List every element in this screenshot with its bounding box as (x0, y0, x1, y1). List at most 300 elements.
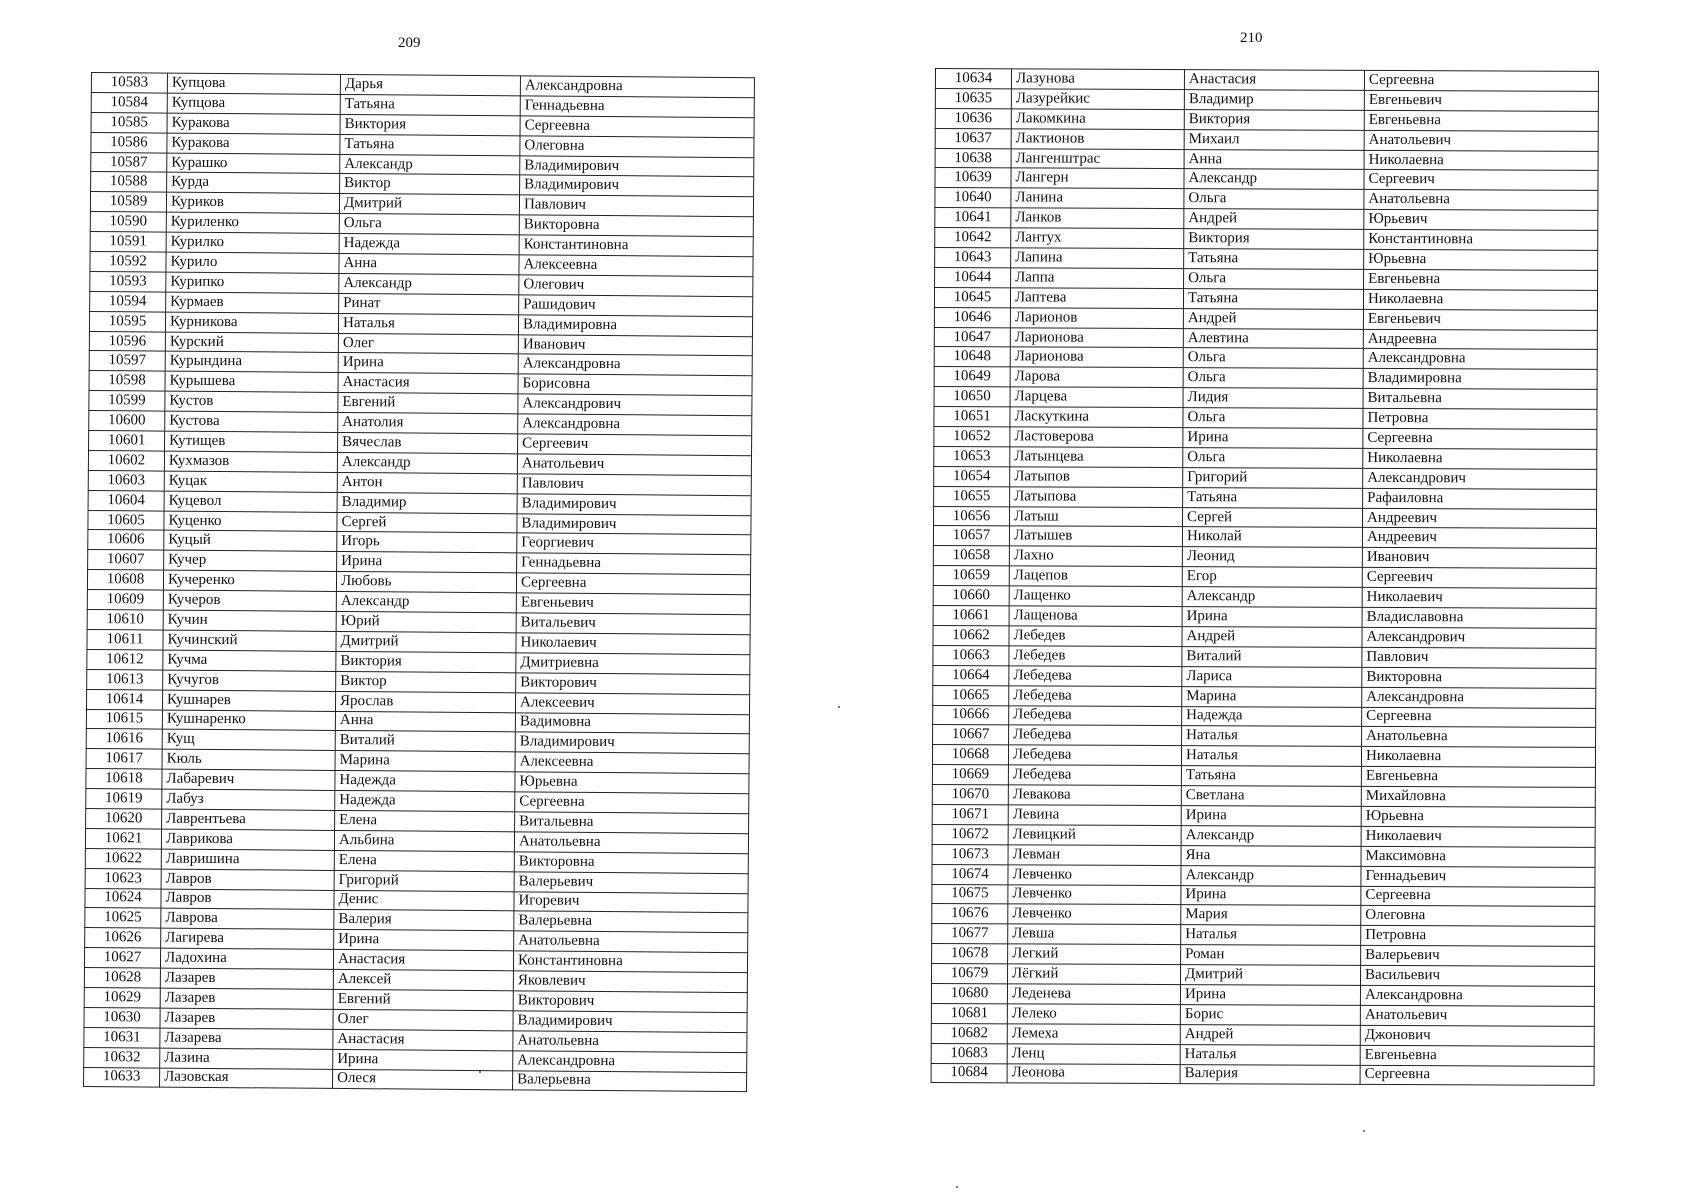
first-name-cell: Александр (1184, 169, 1364, 190)
surname-cell: Кушнаренко (162, 710, 335, 731)
surname-cell: Легкий (1008, 944, 1181, 965)
patronymic-cell: Олеговна (1361, 906, 1595, 927)
first-name-cell: Надежда (339, 234, 519, 255)
patronymic-cell: Викторовна (519, 215, 753, 237)
first-name-cell: Марина (335, 751, 515, 772)
surname-cell: Лебедева (1008, 765, 1181, 786)
patronymic-cell: Андреевич (1362, 508, 1596, 529)
patronymic-cell: Сергеевич (1362, 568, 1596, 589)
first-name-cell: Надежда (335, 790, 515, 811)
scan-speck (479, 1071, 481, 1073)
patronymic-cell: Юрьевна (515, 772, 749, 794)
first-name-cell: Ольга (1184, 189, 1364, 210)
patronymic-cell: Олеговна (520, 136, 754, 158)
first-name-cell: Алексей (333, 970, 513, 991)
record-number-cell: 10606 (88, 530, 164, 550)
patronymic-cell: Владимирович (513, 1011, 747, 1033)
surname-cell: Лагирева (161, 928, 334, 949)
name-table-right (931, 68, 1599, 1086)
surname-cell: Латыпов (1010, 467, 1183, 488)
record-number-cell: 10617 (86, 749, 162, 769)
first-name-cell: Наталья (1181, 925, 1361, 946)
surname-cell: Лакомкина (1011, 109, 1184, 130)
first-name-cell: Ирина (1181, 885, 1361, 906)
first-name-cell: Ольга (1183, 448, 1363, 469)
patronymic-cell: Николаевна (1363, 289, 1597, 310)
surname-cell: Лебедева (1009, 666, 1182, 687)
patronymic-cell: Павлович (1362, 647, 1596, 668)
first-name-cell: Виктория (1184, 229, 1364, 250)
patronymic-cell: Юрьевна (1361, 806, 1595, 827)
surname-cell: Кустов (165, 391, 338, 412)
surname-cell: Ларцева (1010, 387, 1183, 408)
surname-cell: Левакова (1008, 785, 1181, 806)
patronymic-cell: Сергеевна (1360, 1065, 1594, 1086)
first-name-cell: Наталья (1181, 746, 1361, 767)
first-name-cell: Владимир (1184, 89, 1364, 110)
first-name-cell: Яна (1181, 845, 1361, 866)
patronymic-cell: Евгеньевич (1364, 90, 1598, 111)
patronymic-cell: Валерьевич (514, 871, 748, 893)
surname-cell: Латынцева (1010, 447, 1183, 468)
patronymic-cell: Геннадьевна (520, 96, 754, 118)
record-number-cell: 10587 (91, 152, 167, 172)
surname-cell: Курский (165, 332, 338, 353)
first-name-cell: Анна (339, 253, 519, 274)
surname-cell: Левицкий (1008, 825, 1181, 846)
surname-cell: Лавров (161, 889, 334, 910)
first-name-cell: Валерия (334, 910, 514, 931)
surname-cell: Лаппа (1011, 268, 1184, 289)
record-number-cell: 10678 (932, 944, 1008, 964)
first-name-cell: Николай (1182, 527, 1362, 548)
patronymic-cell: Евгеньевна (1360, 1045, 1594, 1066)
record-number-cell: 10651 (934, 407, 1010, 427)
surname-cell: Ланина (1011, 188, 1184, 209)
patronymic-cell: Павлович (519, 195, 753, 217)
first-name-cell: Виктор (336, 671, 516, 692)
record-number-cell: 10597 (89, 351, 165, 371)
surname-cell: Курникова (165, 312, 338, 333)
first-name-cell: Светлана (1181, 786, 1361, 807)
surname-cell: Кустова (165, 411, 338, 432)
first-name-cell: Андрей (1182, 627, 1362, 648)
surname-cell: Лаврентьева (162, 809, 335, 830)
surname-cell: Лактионов (1011, 129, 1184, 150)
patronymic-cell: Владимирович (520, 155, 754, 177)
first-name-cell: Александр (337, 452, 517, 473)
first-name-cell: Татьяна (340, 94, 520, 115)
patronymic-cell: Максимовна (1361, 846, 1595, 867)
surname-cell: Курашко (167, 153, 340, 174)
first-name-cell: Дмитрий (1181, 965, 1361, 986)
first-name-cell: Татьяна (1181, 766, 1361, 787)
patronymic-cell: Анатольевич (517, 454, 751, 476)
patronymic-cell: Михайловна (1361, 786, 1595, 807)
record-number-cell: 10604 (88, 490, 164, 510)
first-name-cell: Роман (1181, 945, 1361, 966)
surname-cell: Кучеренко (163, 570, 336, 591)
first-name-cell: Андрей (1183, 308, 1363, 329)
first-name-cell: Денис (334, 890, 514, 911)
record-number-cell: 10592 (90, 252, 166, 272)
surname-cell: Лебедева (1009, 685, 1182, 706)
surname-cell: Ларионова (1010, 347, 1183, 368)
patronymic-cell: Алексеевич (515, 692, 749, 714)
first-name-cell: Егор (1182, 567, 1362, 588)
first-name-cell: Виктория (336, 651, 516, 672)
first-name-cell: Надежда (1182, 706, 1362, 727)
record-number-cell: 10684 (931, 1063, 1007, 1083)
record-number-cell: 10613 (87, 669, 163, 689)
first-name-cell: Анастасия (338, 373, 518, 394)
surname-cell: Кутищев (165, 431, 338, 452)
surname-cell: Лебедева (1009, 705, 1182, 726)
patronymic-cell: Александровна (513, 1050, 747, 1072)
record-number-cell: 10625 (85, 908, 161, 928)
surname-cell: Кушнарев (162, 690, 335, 711)
first-name-cell: Ольга (1183, 368, 1363, 389)
surname-cell: Лебедева (1009, 725, 1182, 746)
record-number-cell: 10634 (935, 69, 1011, 89)
first-name-cell: Мария (1181, 905, 1361, 926)
surname-cell: Лавров (161, 869, 334, 890)
surname-cell: Левша (1008, 924, 1181, 945)
patronymic-cell: Евгеньевна (1364, 269, 1598, 290)
record-number-cell: 10653 (934, 446, 1010, 466)
first-name-cell: Ирина (334, 930, 514, 951)
first-name-cell: Татьяна (1184, 249, 1364, 270)
patronymic-cell: Сергеевна (520, 116, 754, 138)
record-number-cell: 10600 (89, 411, 165, 431)
record-number-cell: 10681 (931, 1003, 1007, 1023)
first-name-cell: Татьяна (340, 134, 520, 155)
patronymic-cell: Николаевич (1361, 826, 1595, 847)
surname-cell: Лангенштрас (1011, 148, 1184, 169)
record-number-cell: 10616 (86, 729, 162, 749)
first-name-cell: Виктория (340, 114, 520, 135)
patronymic-cell: Олегович (519, 275, 753, 297)
patronymic-cell: Владимировна (1363, 369, 1597, 390)
record-number-cell: 10585 (91, 112, 167, 132)
surname-cell: Лазарев (160, 1008, 333, 1029)
record-number-cell: 10645 (934, 287, 1010, 307)
patronymic-cell: Сергеевич (1364, 170, 1598, 191)
surname-cell: Курилко (166, 232, 339, 253)
patronymic-cell: Константиновна (513, 951, 747, 973)
surname-cell: Ларионов (1010, 308, 1183, 329)
surname-cell: Ладохина (160, 948, 333, 969)
surname-cell: Левченко (1008, 904, 1181, 925)
record-number-cell: 10630 (84, 1007, 160, 1027)
first-name-cell: Ирина (1183, 428, 1363, 449)
first-name-cell: Леонид (1182, 547, 1362, 568)
first-name-cell: Валерия (1180, 1064, 1360, 1085)
name-table-left (83, 72, 755, 1093)
surname-cell: Лабуз (162, 789, 335, 810)
surname-cell: Кучма (163, 650, 336, 671)
record-number-cell: 10650 (934, 387, 1010, 407)
record-number-cell: 10607 (88, 550, 164, 570)
record-number-cell: 10608 (87, 570, 163, 590)
surname-cell: Кучер (164, 550, 337, 571)
patronymic-cell: Александровна (520, 76, 754, 98)
surname-cell: Леонова (1007, 1063, 1180, 1084)
record-number-cell: 10661 (933, 606, 1009, 626)
record-number-cell: 10663 (933, 645, 1009, 665)
surname-cell: Ластоверова (1010, 427, 1183, 448)
record-number-cell: 10620 (86, 808, 162, 828)
patronymic-cell: Викторовна (514, 852, 748, 874)
first-name-cell: Александр (339, 273, 519, 294)
first-name-cell: Наталья (338, 313, 518, 334)
first-name-cell: Александр (1182, 587, 1362, 608)
surname-cell: Латыш (1010, 506, 1183, 527)
surname-cell: Ларионова (1010, 327, 1183, 348)
patronymic-cell: Анатольевна (514, 832, 748, 854)
patronymic-cell: Борисовна (518, 374, 752, 396)
record-number-cell: 10632 (84, 1047, 160, 1067)
record-number-cell: 10635 (935, 88, 1011, 108)
first-name-cell: Александр (1181, 865, 1361, 886)
first-name-cell: Вячеслав (338, 432, 518, 453)
patronymic-cell: Алексеевна (519, 255, 753, 277)
patronymic-cell: Сергеевна (1363, 428, 1597, 449)
first-name-cell: Виктор (340, 174, 520, 195)
patronymic-cell: Александровна (1360, 985, 1594, 1006)
surname-cell: Лахно (1009, 546, 1182, 567)
record-number-cell: 10637 (935, 128, 1011, 148)
patronymic-cell: Сергеевна (1364, 70, 1598, 91)
surname-cell: Куракова (167, 113, 340, 134)
surname-cell: Лащенова (1009, 606, 1182, 627)
record-number-cell: 10621 (85, 828, 161, 848)
patronymic-cell: Александрович (1362, 627, 1596, 648)
scan-speck (956, 1186, 958, 1188)
surname-cell: Куцевол (164, 491, 337, 512)
surname-cell: Куракова (167, 133, 340, 154)
record-number-cell: 10633 (84, 1067, 160, 1087)
patronymic-cell: Николаевна (1363, 448, 1597, 469)
surname-cell: Кучинский (163, 630, 336, 651)
patronymic-cell: Анатольевна (513, 1031, 747, 1053)
surname-cell: Лебедева (1008, 745, 1181, 766)
first-name-cell: Юрий (336, 611, 516, 632)
surname-cell: Лебедев (1009, 646, 1182, 667)
patronymic-cell: Владимирович (515, 732, 749, 754)
surname-cell: Лебедев (1009, 626, 1182, 647)
surname-cell: Латышев (1009, 526, 1182, 547)
surname-cell: Курипко (166, 272, 339, 293)
surname-cell: Кюль (162, 749, 335, 770)
record-number-cell: 10586 (91, 132, 167, 152)
record-number-cell: 10618 (86, 769, 162, 789)
first-name-cell: Анна (335, 711, 515, 732)
surname-cell: Куриленко (166, 212, 339, 233)
first-name-cell: Игорь (337, 532, 517, 553)
first-name-cell: Евгений (333, 989, 513, 1010)
record-number-cell: 10658 (933, 546, 1009, 566)
first-name-cell: Альбина (334, 830, 514, 851)
patronymic-cell: Алексеевна (515, 752, 749, 774)
surname-cell: Лазина (160, 1048, 333, 1069)
record-number-cell: 10589 (90, 192, 166, 212)
surname-cell: Курмаев (166, 292, 339, 313)
patronymic-cell: Яковлевич (513, 971, 747, 993)
surname-cell: Лавришина (161, 849, 334, 870)
surname-cell: Ленц (1007, 1043, 1180, 1064)
patronymic-cell: Сергеевна (1361, 886, 1595, 907)
patronymic-cell: Витальевич (516, 613, 750, 635)
surname-cell: Лацепов (1009, 566, 1182, 587)
surname-cell: Левченко (1008, 884, 1181, 905)
first-name-cell: Ярослав (335, 691, 515, 712)
record-number-cell: 10615 (86, 709, 162, 729)
record-number-cell: 10624 (85, 888, 161, 908)
record-number-cell: 10598 (89, 371, 165, 391)
first-name-cell: Ирина (1181, 806, 1361, 827)
record-number-cell: 10638 (935, 148, 1011, 168)
first-name-cell: Марина (1182, 686, 1362, 707)
record-number-cell: 10654 (934, 466, 1010, 486)
patronymic-cell: Геннадьевич (1361, 866, 1595, 887)
patronymic-cell: Викторовна (1362, 667, 1596, 688)
first-name-cell: Дмитрий (336, 631, 516, 652)
first-name-cell: Ирина (338, 353, 518, 374)
first-name-cell: Виктория (1184, 109, 1364, 130)
patronymic-cell: Анатольевна (1362, 727, 1596, 748)
patronymic-cell: Валерьевна (514, 911, 748, 933)
surname-cell: Лаптева (1010, 288, 1183, 309)
surname-cell: Лазарев (160, 988, 333, 1009)
record-number-cell: 10640 (935, 188, 1011, 208)
patronymic-cell: Александровна (1363, 349, 1597, 370)
patronymic-cell: Анатольевна (514, 931, 748, 953)
surname-cell: Купцова (167, 93, 340, 114)
first-name-cell: Дарья (340, 74, 520, 95)
record-number-cell: 10669 (932, 765, 1008, 785)
patronymic-cell: Александровна (518, 354, 752, 376)
first-name-cell: Ринат (339, 293, 519, 314)
first-name-cell: Анатолия (338, 413, 518, 434)
first-name-cell: Григорий (1183, 467, 1363, 488)
record-number-cell: 10666 (933, 705, 1009, 725)
record-number-cell: 10655 (934, 486, 1010, 506)
record-number-cell: 10588 (91, 172, 167, 192)
surname-cell: Курышева (165, 371, 338, 392)
patronymic-cell: Анатольевич (1364, 130, 1598, 151)
record-number-cell: 10682 (931, 1023, 1007, 1043)
surname-cell: Купцова (167, 73, 340, 94)
surname-cell: Куценко (164, 511, 337, 532)
patronymic-cell: Валерьевич (1361, 946, 1595, 967)
record-number-cell: 10642 (935, 228, 1011, 248)
record-number-cell: 10636 (935, 108, 1011, 128)
first-name-cell: Татьяна (1183, 487, 1363, 508)
record-number-cell: 10583 (91, 73, 167, 93)
patronymic-cell: Игоревич (514, 891, 748, 913)
first-name-cell: Наталья (1182, 726, 1362, 747)
surname-cell: Ланков (1011, 208, 1184, 229)
patronymic-cell: Сергеевна (1362, 707, 1596, 728)
patronymic-cell: Владимирович (520, 175, 754, 197)
record-number-cell: 10609 (87, 590, 163, 610)
record-number-cell: 10674 (932, 864, 1008, 884)
patronymic-cell: Георгиевич (517, 533, 751, 555)
surname-cell: Лазарева (160, 1028, 333, 1049)
first-name-cell: Анастасия (333, 950, 513, 971)
patronymic-cell: Витальевна (515, 812, 749, 834)
surname-cell: Латыпова (1010, 487, 1183, 508)
surname-cell: Кухмазов (164, 451, 337, 472)
record-number-cell: 10596 (89, 331, 165, 351)
surname-cell: Лащенко (1009, 586, 1182, 607)
surname-cell: Куриков (166, 192, 339, 213)
patronymic-cell: Николаевич (516, 633, 750, 655)
patronymic-cell: Джонович (1360, 1025, 1594, 1046)
patronymic-cell: Сергеевна (516, 573, 750, 595)
first-name-cell: Ирина (1180, 985, 1360, 1006)
scan-speck (1363, 1130, 1365, 1132)
record-number-cell: 10670 (932, 785, 1008, 805)
surname-cell: Курындина (165, 352, 338, 373)
first-name-cell: Елена (335, 810, 515, 831)
scan-speck (838, 706, 840, 708)
first-name-cell: Алевтина (1183, 328, 1363, 349)
patronymic-cell: Константиновна (519, 235, 753, 257)
first-name-cell: Сергей (1182, 507, 1362, 528)
patronymic-cell: Николаевна (1364, 150, 1598, 171)
patronymic-cell: Александровна (518, 414, 752, 436)
record-number-cell: 10611 (87, 629, 163, 649)
patronymic-cell: Иванович (1362, 548, 1596, 569)
first-name-cell: Надежда (335, 771, 515, 792)
surname-cell: Лелеко (1007, 1004, 1180, 1025)
record-number-cell: 10646 (934, 307, 1010, 327)
patronymic-cell: Иванович (518, 334, 752, 356)
surname-cell: Левченко (1008, 864, 1181, 885)
surname-cell: Кущ (162, 729, 335, 750)
first-name-cell: Наталья (1180, 1044, 1360, 1065)
patronymic-cell: Петровна (1361, 926, 1595, 947)
surname-cell: Левман (1008, 845, 1181, 866)
surname-cell: Левина (1008, 805, 1181, 826)
patronymic-cell: Владимировна (518, 315, 752, 337)
first-name-cell: Анастасия (333, 1029, 513, 1050)
patronymic-cell: Андреевич (1362, 528, 1596, 549)
first-name-cell: Дмитрий (339, 194, 519, 215)
surname-cell: Лазурейкис (1011, 89, 1184, 110)
record-number-cell: 10677 (932, 924, 1008, 944)
record-number-cell: 10629 (84, 987, 160, 1007)
record-number-cell: 10595 (89, 311, 165, 331)
record-number-cell: 10643 (935, 248, 1011, 268)
table-row (931, 1063, 1594, 1086)
first-name-cell: Александр (340, 154, 520, 175)
record-number-cell: 10649 (934, 367, 1010, 387)
patronymic-cell: Петровна (1363, 409, 1597, 430)
patronymic-cell: Васильевич (1361, 965, 1595, 986)
patronymic-cell: Евгеньевич (1363, 309, 1597, 330)
patronymic-cell: Евгеньевна (1364, 110, 1598, 131)
patronymic-cell: Дмитриевна (516, 653, 750, 675)
record-number-cell: 10614 (86, 689, 162, 709)
record-number-cell: 10603 (88, 470, 164, 490)
patronymic-cell: Константиновна (1364, 229, 1598, 250)
surname-cell: Лаврова (161, 908, 334, 929)
record-number-cell: 10601 (89, 431, 165, 451)
record-number-cell: 10656 (934, 506, 1010, 526)
